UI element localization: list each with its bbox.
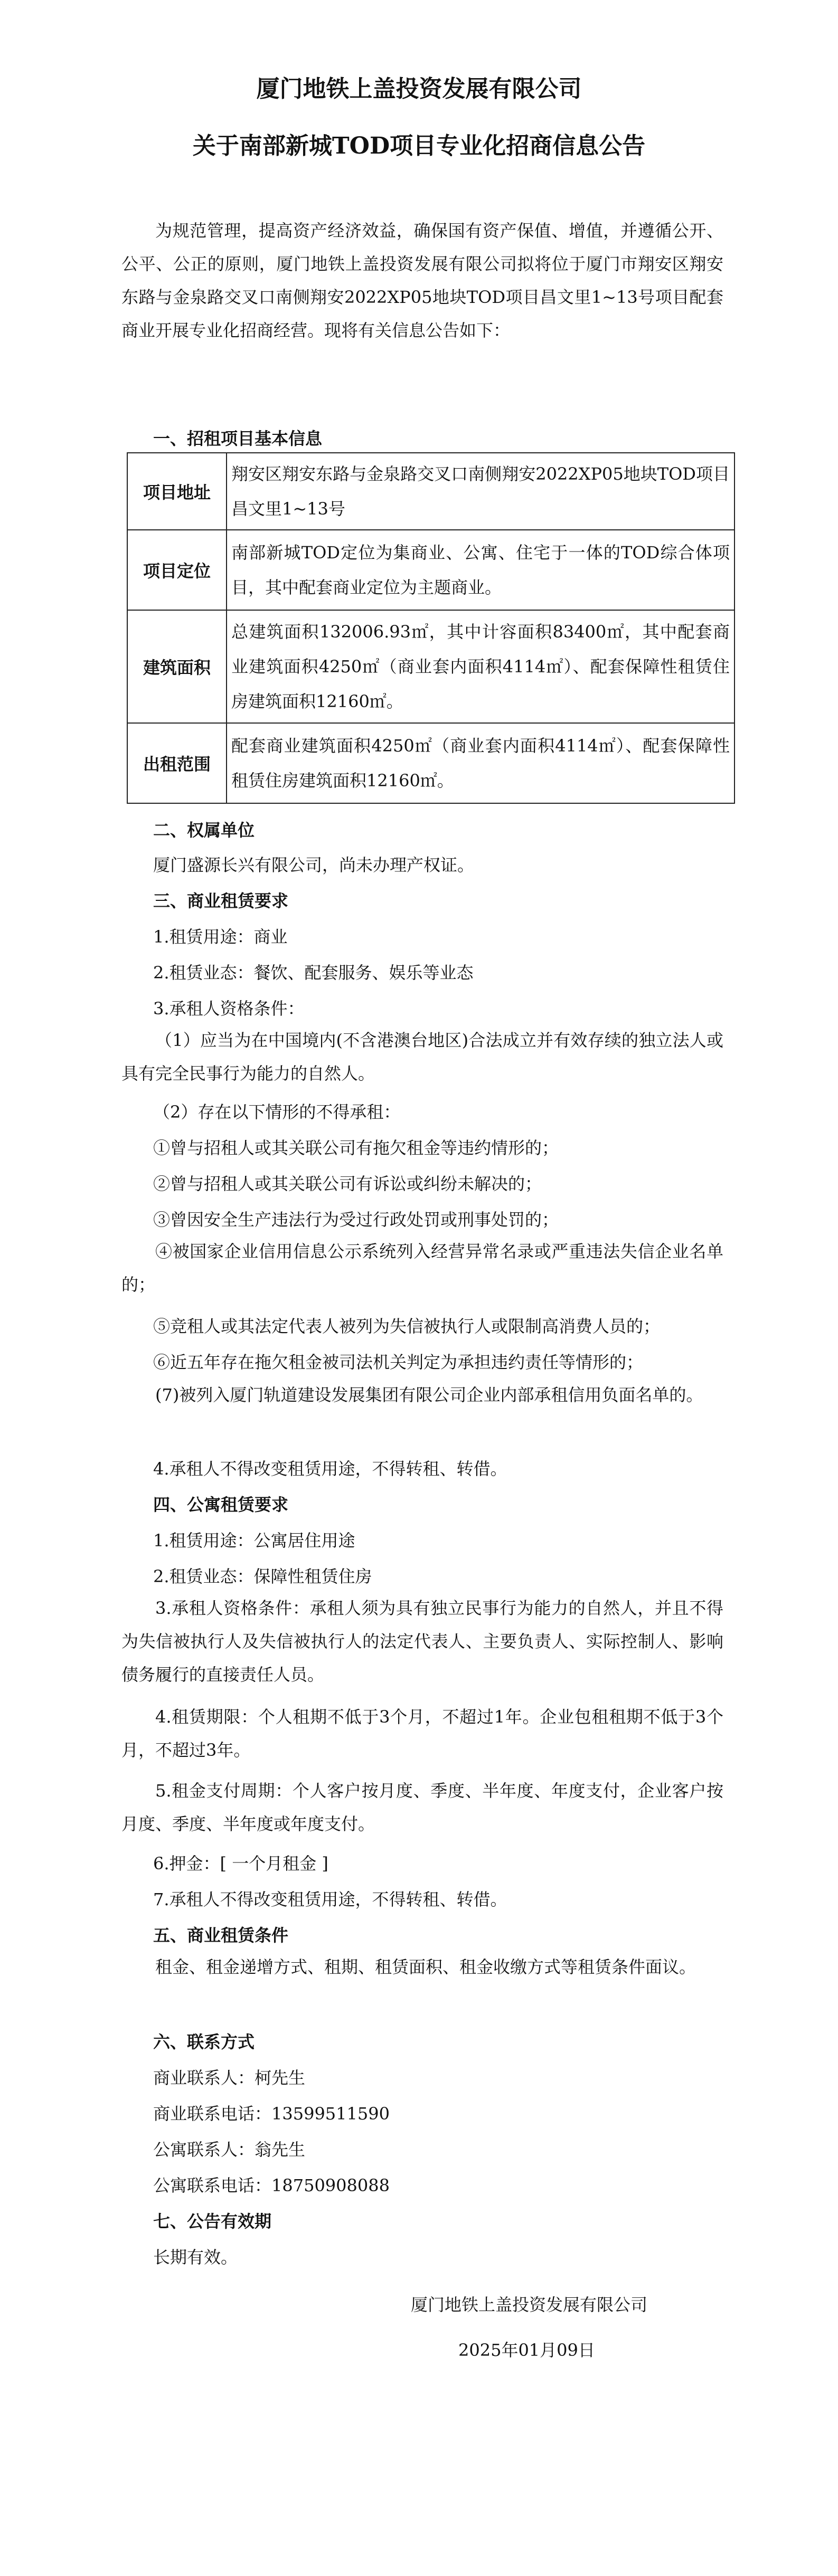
row-value: 总建筑面积132006.93㎡，其中计容面积83400㎡，其中配套商业建筑面积4250㎡（商业套内面积4114㎡）、配套保障性租赁住房建筑面积12160㎡。 [227, 610, 735, 723]
biz-format: 2.租赁业态：餐饮、配套服务、娱乐等业态 [153, 963, 474, 983]
row-value: 翔安区翔安东路与金泉路交叉口南侧翔安2022XP05地块TOD项目昌文里1~13号 [227, 453, 735, 530]
section7-heading: 七、公告有效期 [153, 2211, 272, 2231]
biz-phone: 商业联系电话：13599511590 [153, 2104, 390, 2124]
apt-contact: 公寓联系人：翁先生 [153, 2140, 306, 2160]
apt-format: 2.租赁业态：保障性租赁住房 [153, 1566, 372, 1586]
biz-cond-2: ②曾与招租人或其关联公司有诉讼或纠纷未解决的； [153, 1174, 542, 1194]
biz-cond-3: ③曾因安全生产违法行为受过行政处罚或刑事处罚的； [153, 1210, 559, 1230]
row-key: 项目地址 [127, 453, 227, 530]
biz-qual-2: （2）存在以下情形的不得承租： [153, 1102, 401, 1122]
biz-use: 1.租赁用途：商业 [153, 927, 288, 947]
table-row [127, 723, 735, 803]
apt-term: 4.租赁期限：个人租期不低于3个月，不超过1年。企业包租租期不低于3个月，不超过3年。 [121, 1707, 723, 1760]
section3-heading: 三、商业租赁要求 [153, 891, 289, 911]
apt-pay: 5.租金支付周期：个人客户按月度、季度、半年度、年度支付，企业客户按月度、季度、半年度或年度支付。 [121, 1781, 723, 1834]
biz-cond-6: ⑥近五年存在拖欠租金被司法机关判定为承担违约责任等情形的； [153, 1352, 644, 1372]
apt-no-change: 7.承租人不得改变租赁用途，不得转租、转借。 [153, 1889, 507, 1909]
biz-qual-1: （1）应当为在中国境内(不含港澳台地区)合法成立并有效存续的独立法人或具有完全民事行为能力的自然人。 [121, 1030, 723, 1083]
row-value: 配套商业建筑面积4250㎡（商业套内面积4114㎡）、配套保障性租赁住房建筑面积12160㎡。 [227, 723, 735, 803]
section5-text: 租金、租金递增方式、租期、租赁面积、租金收缴方式等租赁条件面议。 [155, 1957, 696, 1977]
section5-heading: 五、商业租赁条件 [153, 1925, 289, 1945]
notice-title: 关于南部新城TOD项目专业化招商信息公告 [192, 132, 646, 159]
project-info-table [127, 452, 735, 804]
section4-heading: 四、公寓租赁要求 [153, 1495, 289, 1515]
biz-cond-4: ④被国家企业信用信息公示系统列入经营异常名录或严重违法失信企业名单的； [121, 1241, 723, 1295]
apt-qual: 3.承租人资格条件：承租人须为具有独立民事行为能力的自然人，并且不得为失信被执行人及失信被执行人的法定代表人、主要负责人、实际控制人、影响债务履行的直接责任人员。 [121, 1598, 723, 1685]
section7-text: 长期有效。 [153, 2247, 238, 2267]
signature-company: 厦门地铁上盖投资发展有限公司 [411, 2295, 648, 2315]
intro-paragraph: 为规范管理，提高资产经济效益，确保国有资产保值、增值，并遵循公开、公平、公正的原则，厦门地铁上盖投资发展有限公司拟将位于厦门市翔安区翔安东路与金泉路交叉口南侧翔安2022XP05地块TOD项目昌文里1~13号项目配套商业开展专业化招商经营。现将有关信息公告如下： [121, 221, 723, 340]
section6-heading: 六、联系方式 [153, 2032, 255, 2052]
company-title: 厦门地铁上盖投资发展有限公司 [256, 75, 582, 102]
biz-cond-5: ⑤竞租人或其法定代表人被列为失信被执行人或限制高消费人员的； [153, 1316, 661, 1336]
table-row [127, 453, 735, 530]
apt-use: 1.租赁用途：公寓居住用途 [153, 1531, 355, 1551]
biz-contact: 商业联系人：柯先生 [153, 2068, 306, 2088]
biz-qual: 3.承租人资格条件： [153, 999, 305, 1019]
table-row [127, 530, 735, 610]
biz-cond-7: (7)被列入厦门轨道建设发展集团有限公司企业内部承租信用负面名单的。 [155, 1385, 703, 1405]
row-key: 出租范围 [127, 723, 227, 803]
row-value: 南部新城TOD定位为集商业、公寓、住宅于一体的TOD综合体项目，其中配套商业定位为主题商业。 [227, 530, 735, 610]
table-row [127, 610, 735, 723]
row-key: 建筑面积 [127, 610, 227, 723]
section2-text: 厦门盛源长兴有限公司，尚未办理产权证。 [153, 855, 475, 875]
section2-heading: 二、权属单位 [153, 820, 255, 840]
apt-phone: 公寓联系电话：18750908088 [153, 2175, 390, 2195]
biz-cond-1: ①曾与招租人或其关联公司有拖欠租金等违约情形的； [153, 1138, 559, 1158]
biz-no-change: 4.承租人不得改变租赁用途，不得转租、转借。 [153, 1459, 507, 1479]
section1-heading: 一、招租项目基本信息 [153, 429, 323, 449]
apt-deposit: 6.押金：[ 一个月租金 ] [153, 1853, 328, 1874]
signature-date: 2025年01月09日 [458, 2340, 595, 2360]
row-key: 项目定位 [127, 530, 227, 610]
